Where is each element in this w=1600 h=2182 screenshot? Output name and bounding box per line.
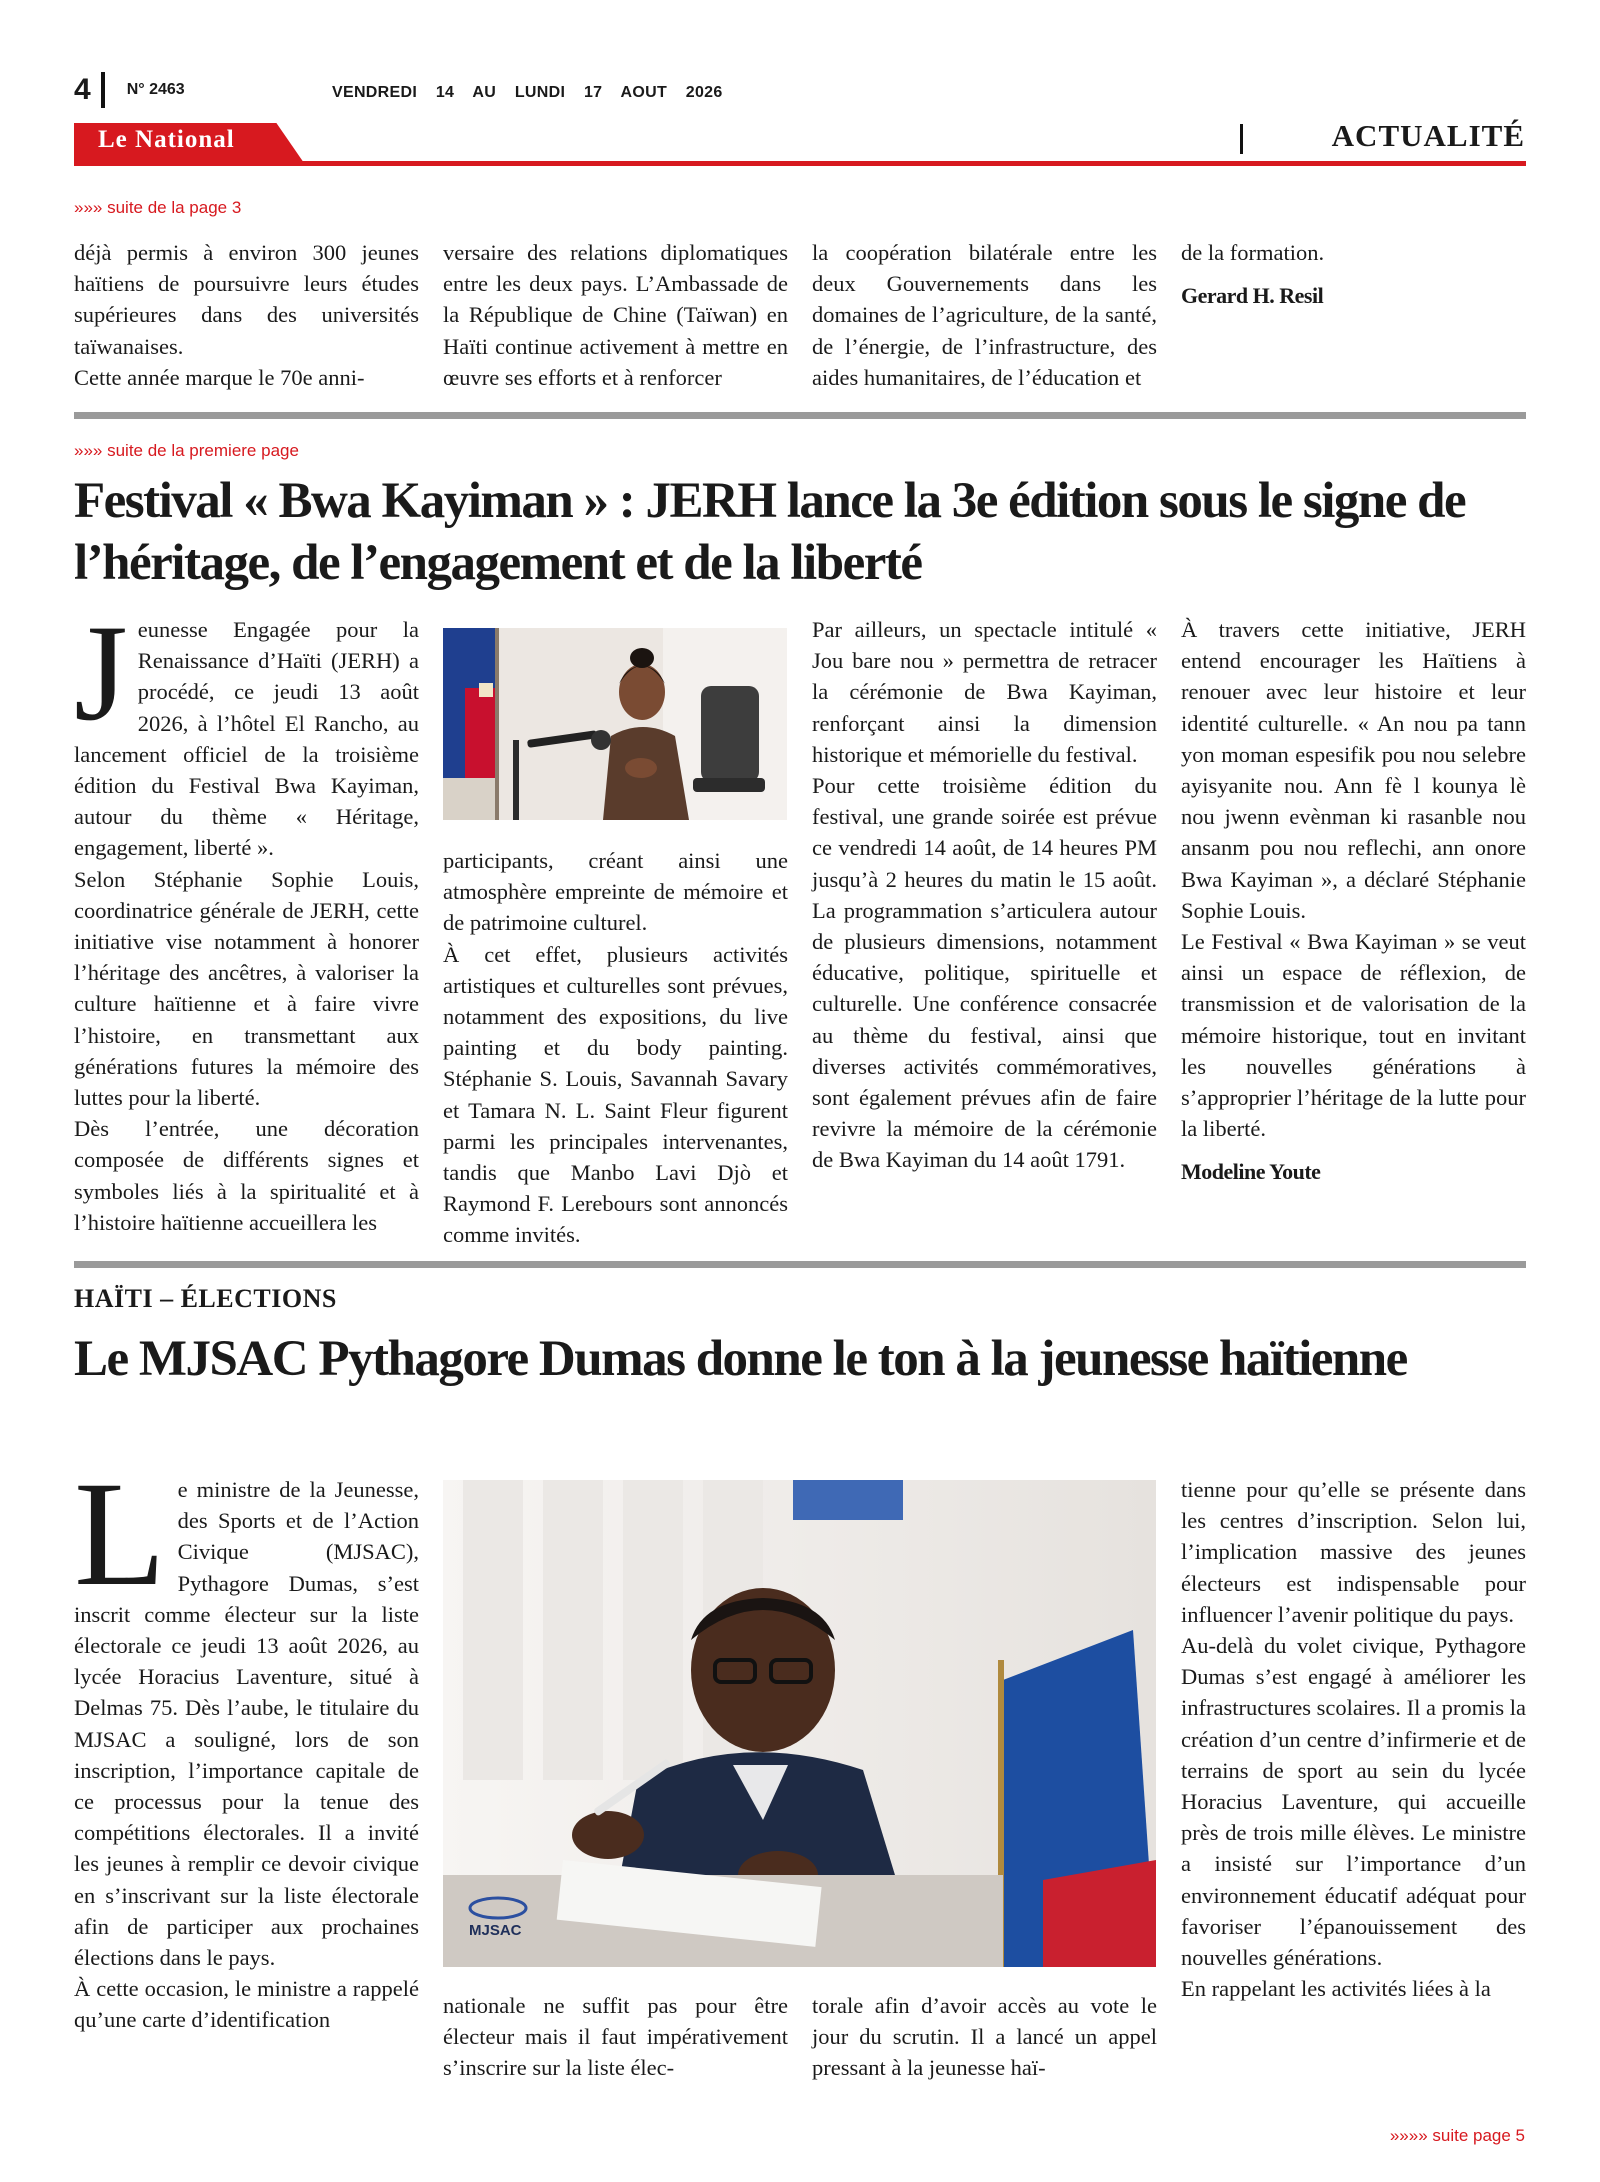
festival-paragraph: participants, créant ainsi une atmosphère empreinte de mémoire et de patrimoine culturel. [443,848,788,936]
continued-to-link[interactable]: »»»» suite page 5 [1389,2126,1525,2145]
elections-kicker: HAÏTI – ÉLECTIONS [74,1284,337,1313]
elections-photo [443,1480,1156,1967]
continued-from-link[interactable]: »»» suite de la premiere page [74,441,299,460]
article-divider [74,1261,1526,1268]
section-title: ACTUALITÉ [1331,118,1525,153]
elections-col-2 [443,1990,788,2084]
elections-lead: e ministre de la Jeunesse, des Sports et de l’Action Civique (MJSAC), Pythagore Dumas, s’est inscrit comme électeur sur la liste électorale ce jeudi 13 août 2026, au lycée Horacius Laventure, situé à Delmas 75. Dès l’aube, le titulaire du MJSAC a souligné, lors de son inscription, l’importance capitale de ce processus pour la tenue des compétitions électorales. Il a invité les jeunes à remplir ce devoir civique en s’inscrivant sur la liste électorale afin de participer aux prochaines élections dans le pays. [74,1477,419,1971]
issue-date: VENDREDI 14 AU LUNDI 17 AOUT 2026 [332,84,723,101]
prev-article-col-1: déjà permis à environ 300 jeunes haïtiens de poursuivre leurs études supérieures dans des universités taïwanaises. Cette année marque le 70e anni- [74,240,419,390]
elections-photo-image [443,1480,1156,1967]
festival-paragraph: Le Festival « Bwa Kayiman » se veut ainsi un espace de réflexion, de transmission et de valorisation de la mémoire historique, tout en invitant les nouvelles générations à s’approprier l’héritage de la lutte pour la liberté. [1181,929,1526,1142]
elections-paragraph: torale afin d’avoir accès au vote le jour du scrutin. Il a lancé un appel pressant à la jeunesse haï- [812,1993,1157,2081]
festival-col-4 [1181,614,1526,1188]
festival-col-2 [443,845,788,1251]
elections-paragraph: En rappelant les activités liées à la [1181,1976,1491,2002]
festival-paragraph: À cet effet, plusieurs activités artistiques et culturelles sont prévues, notamment des expositions, du live painting et du body painting. Stéphanie S. Louis, Savannah Savary et Tamara N. L. Saint Fleur figurent parmi les principales intervenantes, tandis que Manbo Lavi Djò et Raymond F. Lerebours sont annoncés comme invités. [443,941,788,1248]
issue-number: N° 2463 [126,81,185,98]
article-divider [74,412,1526,419]
festival-headline: Festival « Bwa Kayiman » : JERH lance la 3e édition sous le signe de l’héritage, de l’engagement et de la liberté [74,473,1466,591]
prev-article-col-4 [1181,237,1526,311]
prev-article-col-2: versaire des relations diplomatiques entre les deux pays. L’Ambassade de la République de Chine (Taïwan) en Haïti continue activement à mettre en œuvre ses efforts et à renforcer [443,240,788,390]
festival-photo-image [443,628,787,820]
festival-lead: eunesse Engagée pour la Renaissance d’Haïti (JERH) a procédé, ce jeudi 13 août 2026, à l’hôtel El Rancho, au lancement officiel de la troisième édition du Festival Bwa Kayiman, autour du thème « Héritage, engagement, liberté ». [74,617,419,861]
brand-name: Le National [98,126,235,153]
festival-paragraph: Par ailleurs, un spectacle intitulé « Jou bare nou » permettra de retracer la cérémonie de Bwa Kayiman, renforçant ainsi la dimension historique et mémorielle du festival. [812,617,1157,767]
elections-paragraph: À cette occasion, le ministre a rappelé qu’une carte d’identification [74,1976,419,2033]
festival-paragraph: Pour cette troisième édition du festival, une grande soirée est prévue ce vendredi 14 août, de 14 heures PM jusqu’à 2 heures du matin le 15 août. La programmation s’articulera autour de plusieurs dimensions, notamment éducative, politique, spirituelle et culturelle. Une conférence consacrée au thème du festival, ainsi que diverses activités commémoratives, sont également prévues afin de faire revivre la mémoire de la cérémonie de Bwa Kayiman du 14 août 1791. [812,773,1157,1173]
elections-paragraph: tienne pour qu’elle se présente dans les centres d’inscription. Selon lui, l’implication massive des jeunes électeurs est indispensable pour influencer l’avenir politique du pays. [1181,1477,1526,1627]
section-divider [1240,124,1243,154]
festival-author: Modeline Youte [1181,1159,1321,1185]
continued-from-link[interactable]: »»» suite de la page 3 [74,198,242,217]
festival-paragraph: Selon Stéphanie Sophie Louis, coordinatrice générale de JERH, cette initiative vise notamment à honorer l’héritage des ancêtres, à valoriser la culture haïtienne et à faire vivre l’histoire, en transmettant aux générations futures la mémoire des luttes pour la liberté. [74,866,419,1111]
elections-col-3 [812,1990,1157,2084]
masthead-top [74,70,185,110]
elections-dropcap: L [74,1451,166,1617]
mjsac-logo-text: MJSAC [469,1922,522,1939]
elections-paragraph: Au-delà du volet civique, Pythagore Dumas s’est engagé à améliorer les infrastructures scolaires. Il a promis la création d’un centre d’infirmerie et de terrains de sport au sein du lycée Horacius Laventure, qui accueille près de trois mille élèves. Le ministre a insisté sur l’importance d’un environnement éducatif adéquat pour favoriser l’épanouissement des nouvelles générations. [1181,1633,1526,1971]
festival-col-3 [812,614,1157,1176]
prev-article-col-4-text: de la formation. [1181,240,1325,265]
prev-article-author: Gerard H. Resil [1181,283,1324,309]
festival-dropcap: J [74,596,128,749]
page-number-divider [101,72,105,108]
elections-paragraph: nationale ne suffit pas pour être électeur mais il faut impérativement s’inscrire sur la liste élec- [443,1993,788,2081]
festival-paragraph: Dès l’entrée, une décoration composée de différents signes et symboles liés à la spiritualité et à l’histoire haïtienne accueillera les [74,1116,419,1235]
header-rule [74,161,1526,166]
festival-photo [443,628,787,820]
festival-col-1 [74,596,419,1238]
elections-col-4 [1181,1474,1526,2004]
elections-headline: Le MJSAC Pythagore Dumas donne le ton à la jeunesse haïtienne [74,1331,1407,1387]
elections-col-1 [74,1451,419,2036]
festival-paragraph: À travers cette initiative, JERH entend encourager les Haïtiens à renouer avec leur histoire et leur identité culturelle. « An nou pa tann yon moman espesifik pou nou selebre ayisyanite nou. Ann fè l kounya lè nou jwenn evènman ki rasanble nou ansanm pou nou reflechi, ann onore Bwa Kayiman », a déclaré Stéphanie Sophie Louis. [1181,617,1526,923]
page-number: 4 [74,73,91,106]
prev-article-col-3: la coopération bilatérale entre les deux Gouvernements dans les domaines de l’agriculture, de la santé, de l’énergie, de l’infrastructure, des aides humanitaires, de l’éducation et [812,240,1157,390]
